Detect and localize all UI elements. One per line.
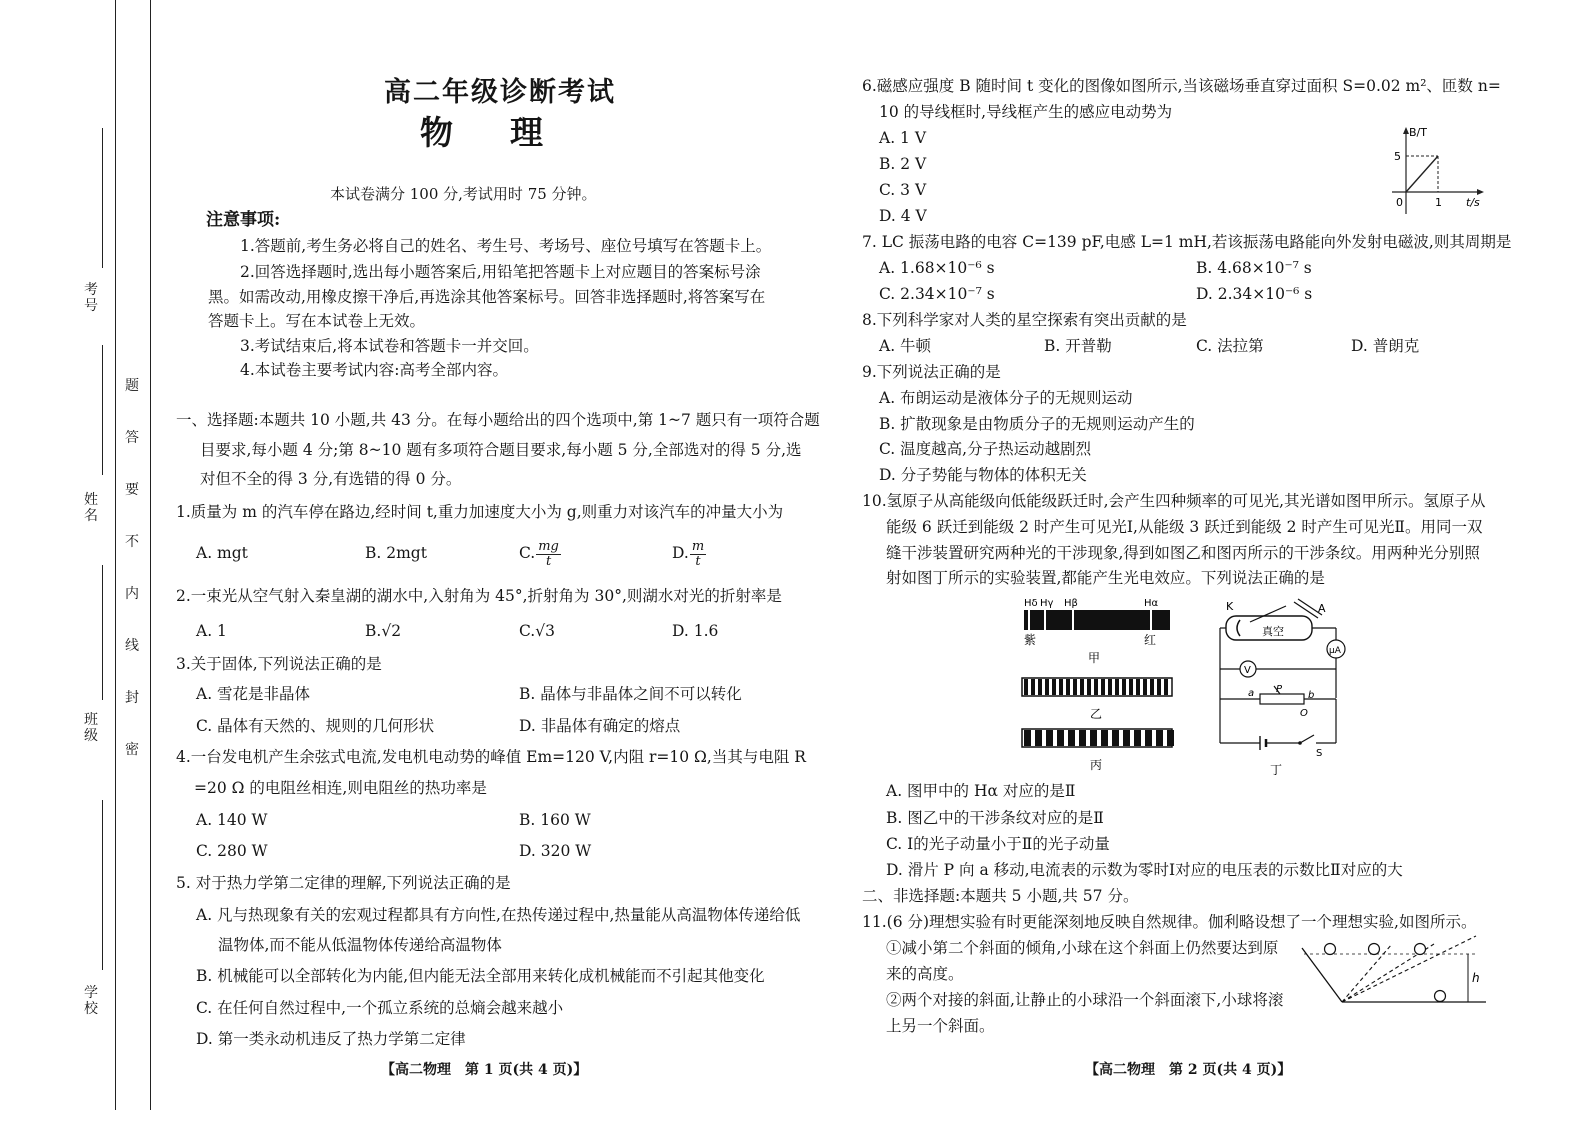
q7-stem: 7. LC 振荡电路的电容 C=139 pF,电感 L=1 mH,若该振荡电路能向外发射电磁波,则其周期是 xyxy=(862,233,1512,251)
q5-option-d: D. 第一类永动机违反了热力学第二定律 xyxy=(196,1030,466,1048)
ramp-shallow xyxy=(1342,936,1476,1002)
q1-option-a: A. mgt xyxy=(196,544,248,562)
q10-stem-cont: 能级 6 跃迁到能级 2 时产生可见光Ⅰ,从能级 3 跃迁到能级 2 时产生可见光Ⅱ。用同一双 xyxy=(886,518,1483,536)
subject-title: 物 理 xyxy=(420,113,555,152)
vacuum-label: 真空 xyxy=(1262,625,1284,638)
fringe-bar xyxy=(1066,679,1070,695)
fringe-bar xyxy=(1087,679,1091,695)
note-4: 4.本试卷主要考试内容:高考全部内容。 xyxy=(240,361,509,379)
q2-option-c: C.√3 xyxy=(519,622,555,640)
q2-option-d: D. 1.6 xyxy=(672,622,719,640)
class-label: 班级 xyxy=(84,712,98,744)
name-label: 姓名 xyxy=(84,492,98,524)
q8-option-a: A. 牛顿 xyxy=(879,337,932,355)
fringe-bar xyxy=(1057,730,1064,746)
fringe-bar xyxy=(1101,679,1105,695)
ball-icon xyxy=(1325,944,1336,955)
class-field xyxy=(102,565,103,700)
rheostat xyxy=(1260,694,1304,704)
q9-stem: 9.下列说法正确的是 xyxy=(862,363,1001,381)
fringe-bar xyxy=(1167,730,1174,746)
exam-no-field xyxy=(102,128,103,268)
q7-option-a: A. 1.68×10⁻⁶ s xyxy=(879,259,995,277)
q11-statement-2-cont: 上另一个斜面。 xyxy=(886,1017,995,1035)
q4-option-c: C. 280 W xyxy=(196,842,268,860)
fringe-bar xyxy=(1080,679,1084,695)
label-a-end: a xyxy=(1248,688,1255,699)
fringe-bar xyxy=(1094,679,1098,695)
q9-option-d: D. 分子势能与物体的体积无关 xyxy=(879,466,1087,484)
label-b-end: b xyxy=(1308,690,1315,701)
spectral-line xyxy=(1028,610,1030,630)
fringe-bar xyxy=(1024,679,1028,695)
section1-instructions: 一、选择题:本题共 10 小题,共 43 分。在每小题给出的四个选项中,第 1~7 题只有一项符合题 xyxy=(176,411,820,429)
q11-statement-1: ①减小第二个斜面的倾角,小球在这个斜面上仍然要达到原 xyxy=(886,939,1279,957)
q2-option-a: A. 1 xyxy=(196,622,227,640)
fig-bing-label: 丙 xyxy=(1090,758,1103,772)
voltmeter-label: V xyxy=(1244,665,1251,676)
section1-instructions: 目要求,每小题 4 分;第 8~10 题有多项符合题目要求,每小题 5 分,全部选对的得 5 分,选 xyxy=(200,441,802,459)
fringe-bar xyxy=(1143,679,1147,695)
q8-option-b: B. 开普勒 xyxy=(1044,337,1112,355)
q2-option-b: B.√2 xyxy=(365,622,402,640)
seal-line xyxy=(150,0,151,1110)
note-2-cont: 黑。如需改动,用橡皮擦干净后,再选涂其他答案标号。回答非选择题时,将答案写在 xyxy=(208,288,766,306)
q3-option-b: B. 晶体与非晶体之间不可以转化 xyxy=(519,685,742,703)
q8-option-c: C. 法拉第 xyxy=(1196,337,1264,355)
fig-photoelectric-circuit xyxy=(1214,598,1364,776)
footer-left: 【高二物理 第 1 页(共 4 页)】 xyxy=(381,1062,588,1078)
q6-bt-graph xyxy=(1384,124,1494,224)
graph-origin: 0 xyxy=(1396,196,1403,209)
q10-stem-cont: 缝干涉装置研究两种光的干涉现象,得到如图乙和图丙所示的干涉条纹。用两种光分别照 xyxy=(886,544,1480,562)
q10-option-d: D. 滑片 P 向 a 移动,电流表的示数为零时Ⅰ对应的电压表的示数比Ⅱ对应的大 xyxy=(886,861,1403,879)
q5-option-a: A. 凡与热现象有关的宏观过程都具有方向性,在热传递过程中,热量能从高温物体传递给低 xyxy=(196,906,801,924)
q1-option-d: D. $\frac{m}{t}$ xyxy=(672,538,705,569)
spectral-line xyxy=(1150,610,1152,630)
fringe-bar xyxy=(1101,730,1108,746)
fringe-bar xyxy=(1115,679,1119,695)
note-2: 2.回答选择题时,选出每小题答案后,用铅笔把答题卡上对应题目的答案标号涂 xyxy=(240,263,761,281)
red-label: 红 xyxy=(1144,633,1157,647)
label-o: O xyxy=(1300,708,1308,719)
switch-pivot xyxy=(1298,741,1302,745)
fringe-bar xyxy=(1073,679,1077,695)
q5-option-a-cont: 温物体,而不能从低温物体传递给高温物体 xyxy=(218,936,502,954)
fringe-bar xyxy=(1122,679,1126,695)
q6-stem: 6.磁感应强度 B 随时间 t 变化的图像如图所示,当该磁场垂直穿过面积 S=0.02 m²、匝数 n= xyxy=(862,77,1501,95)
seal-char: 密 xyxy=(125,742,139,758)
q7-option-c: C. 2.34×10⁻⁷ s xyxy=(879,285,995,303)
fringe-bar xyxy=(1112,730,1119,746)
q4-option-d: D. 320 W xyxy=(519,842,592,860)
q3-option-d: D. 非晶体有确定的熔点 xyxy=(519,717,681,735)
fig-ding-label: 丁 xyxy=(1270,763,1283,776)
q10-stem-cont: 射如图丁所示的实验装置,都能产生光电效应。下列说法正确的是 xyxy=(886,569,1325,587)
q6-stem-cont: 10 的导线框时,导线框产生的感应电动势为 xyxy=(879,103,1173,121)
h-gamma-label: Hγ xyxy=(1040,598,1054,609)
q3-option-a: A. 雪花是非晶体 xyxy=(196,685,311,703)
binding-line xyxy=(115,0,116,1110)
q1-option-b: B. 2mgt xyxy=(365,544,427,562)
q6-option-b: B. 2 V xyxy=(879,155,927,173)
fringe-bar xyxy=(1150,679,1154,695)
q5-option-b: B. 机械能可以全部转化为内能,但内能无法全部用来转化成机械能而不引起其他变化 xyxy=(196,967,765,985)
q6-option-c: C. 3 V xyxy=(879,181,927,199)
note-1: 1.答题前,考生务必将自己的姓名、考生号、考场号、座位号填写在答题卡上。 xyxy=(240,237,772,255)
ball-icon xyxy=(1435,991,1446,1002)
h-beta-label: Hβ xyxy=(1064,598,1078,609)
section2-heading: 二、非选择题:本题共 5 小题,共 57 分。 xyxy=(862,887,1139,905)
spectral-line xyxy=(1044,610,1046,630)
q5-option-c: C. 在任何自然过程中,一个孤立系统的总熵会越来越小 xyxy=(196,999,564,1017)
fringe-bar xyxy=(1156,730,1163,746)
ball-icon xyxy=(1369,944,1380,955)
switch-s xyxy=(1300,735,1314,743)
q10-option-b: B. 图乙中的干涉条纹对应的是Ⅱ xyxy=(886,809,1104,827)
fringe-bar xyxy=(1059,679,1063,695)
q9-option-b: B. 扩散现象是由物质分子的无规则运动产生的 xyxy=(879,415,1195,433)
fringe-bar xyxy=(1145,730,1152,746)
q7-option-b: B. 4.68×10⁻⁷ s xyxy=(1196,259,1312,277)
q9-option-c: C. 温度越高,分子热运动越剧烈 xyxy=(879,440,1092,458)
fringe-bar xyxy=(1090,730,1097,746)
seal-char: 线 xyxy=(125,638,139,654)
q10-option-a: A. 图甲中的 Hα 对应的是Ⅱ xyxy=(886,782,1076,800)
fringe-bar xyxy=(1024,730,1031,746)
q2-stem: 2.一束光从空气射入秦皇湖的湖水中,入射角为 45°,折射角为 30°,则湖水对光的折射率是 xyxy=(176,587,782,605)
school-field xyxy=(102,800,103,970)
fringe-bar xyxy=(1031,679,1035,695)
graph-y-tick: 5 xyxy=(1394,150,1401,163)
ammeter-label: μA xyxy=(1329,646,1341,656)
q11-statement-1-cont: 来的高度。 xyxy=(886,965,964,983)
seal-char: 封 xyxy=(125,690,139,706)
q8-stem: 8.下列科学家对人类的星空探索有突出贡献的是 xyxy=(862,311,1187,329)
fringe-bar xyxy=(1136,679,1140,695)
arrow-right-icon xyxy=(1477,189,1484,195)
fringe-bar xyxy=(1068,730,1075,746)
exam-no-label: 考号 xyxy=(84,282,98,314)
q8-option-d: D. 普朗克 xyxy=(1351,337,1420,355)
q6-option-a: A. 1 V xyxy=(879,129,927,147)
fringe-bar xyxy=(1035,730,1042,746)
q4-stem-cont: =20 Ω 的电阻丝相连,则电阻丝的热功率是 xyxy=(194,779,487,797)
fig-jia-label: 甲 xyxy=(1088,651,1101,664)
fringe-bar xyxy=(1045,679,1049,695)
q6-option-d: D. 4 V xyxy=(879,207,927,225)
seal-char: 题 xyxy=(125,378,139,394)
graph-x-tick: 1 xyxy=(1435,196,1442,209)
q11-ramp-figure xyxy=(1300,934,1490,1012)
graph-y-label: B/T xyxy=(1409,126,1427,139)
fringe-bar xyxy=(1157,679,1161,695)
q1-stem: 1.质量为 m 的汽车停在路边,经时间 t,重力加速度大小为 g,则重力对该汽车的冲量大小为 xyxy=(176,503,784,521)
fringe-bar xyxy=(1052,679,1056,695)
label-a: A xyxy=(1318,602,1326,615)
school-label: 学校 xyxy=(84,985,98,1017)
fringe-bar xyxy=(1134,730,1141,746)
fringe-bar xyxy=(1164,679,1168,695)
q3-stem: 3.关于固体,下列说法正确的是 xyxy=(176,655,382,673)
q1-option-c: C. $\frac{mg}{t}$ xyxy=(519,538,559,569)
fringe-bar xyxy=(1038,679,1042,695)
q9-option-a: A. 布朗运动是液体分子的无规则运动 xyxy=(879,389,1133,407)
h-alpha-label: Hα xyxy=(1144,598,1159,609)
q7-option-d: D. 2.34×10⁻⁶ s xyxy=(1196,285,1313,303)
seal-char: 要 xyxy=(125,482,139,498)
exam-info: 本试卷满分 100 分,考试用时 75 分钟。 xyxy=(330,185,597,203)
seal-char: 内 xyxy=(125,586,139,602)
footer-right: 【高二物理 第 2 页(共 4 页)】 xyxy=(1085,1062,1292,1078)
spectral-line xyxy=(1072,610,1074,630)
h-delta-label: Hδ xyxy=(1024,598,1038,609)
q4-stem: 4.一台发电机产生余弦式电流,发电机电动势的峰值 Em=120 V,内阻 r=10 Ω,当其与电阻 R xyxy=(176,748,806,766)
q11-stem: 11.(6 分)理想实验有时更能深刻地反映自然规律。伽利略设想了一个理想实验,如图所示。 xyxy=(862,913,1477,931)
graph-x-label: t/s xyxy=(1466,196,1480,209)
fig-yi-label: 乙 xyxy=(1090,707,1103,721)
fig-fringes-bing xyxy=(1020,727,1180,773)
h-label: h xyxy=(1472,971,1480,985)
q3-option-c: C. 晶体有天然的、规则的几何形状 xyxy=(196,717,435,735)
fig-spectrum xyxy=(1020,594,1180,664)
label-s: S xyxy=(1316,748,1323,759)
q4-option-b: B. 160 W xyxy=(519,811,591,829)
q10-stem: 10.氢原子从高能级向低能级跃迁时,会产生四种频率的可见光,其光谱如图甲所示。氢原子从 xyxy=(862,492,1486,510)
fringe-bar xyxy=(1046,730,1053,746)
exam-title: 高二年级诊断考试 xyxy=(384,77,616,108)
q5-stem: 5. 对于热力学第二定律的理解,下列说法正确的是 xyxy=(176,874,511,892)
fringe-bar xyxy=(1123,730,1130,746)
purple-label: 紫 xyxy=(1024,633,1037,647)
seal-char: 不 xyxy=(125,534,139,550)
q4-option-a: A. 140 W xyxy=(196,811,268,829)
label-k: K xyxy=(1226,600,1234,613)
note-3: 3.考试结束后,将本试卷和答题卡一并交回。 xyxy=(240,337,539,355)
graph-line xyxy=(1406,156,1438,192)
ramp-steep xyxy=(1342,944,1392,1002)
note-2-cont: 答题卡上。写在本试卷上无效。 xyxy=(208,312,426,330)
fringe-bar xyxy=(1079,730,1086,746)
fringe-bar xyxy=(1129,679,1133,695)
notes-heading: 注意事项: xyxy=(206,210,281,230)
fringe-bar xyxy=(1108,679,1112,695)
name-field xyxy=(102,345,103,475)
label-p: P xyxy=(1276,684,1283,695)
ball-icon xyxy=(1415,944,1426,955)
ramp-left xyxy=(1302,948,1342,1002)
seal-char: 答 xyxy=(125,430,139,446)
q10-option-c: C. Ⅰ的光子动量小于Ⅱ的光子动量 xyxy=(886,835,1110,853)
section1-instructions: 对但不全的得 3 分,有选错的得 0 分。 xyxy=(200,470,462,488)
q11-statement-2: ②两个对接的斜面,让静止的小球沿一个斜面滚下,小球将滚 xyxy=(886,991,1284,1009)
fig-fringes-yi xyxy=(1020,676,1180,722)
